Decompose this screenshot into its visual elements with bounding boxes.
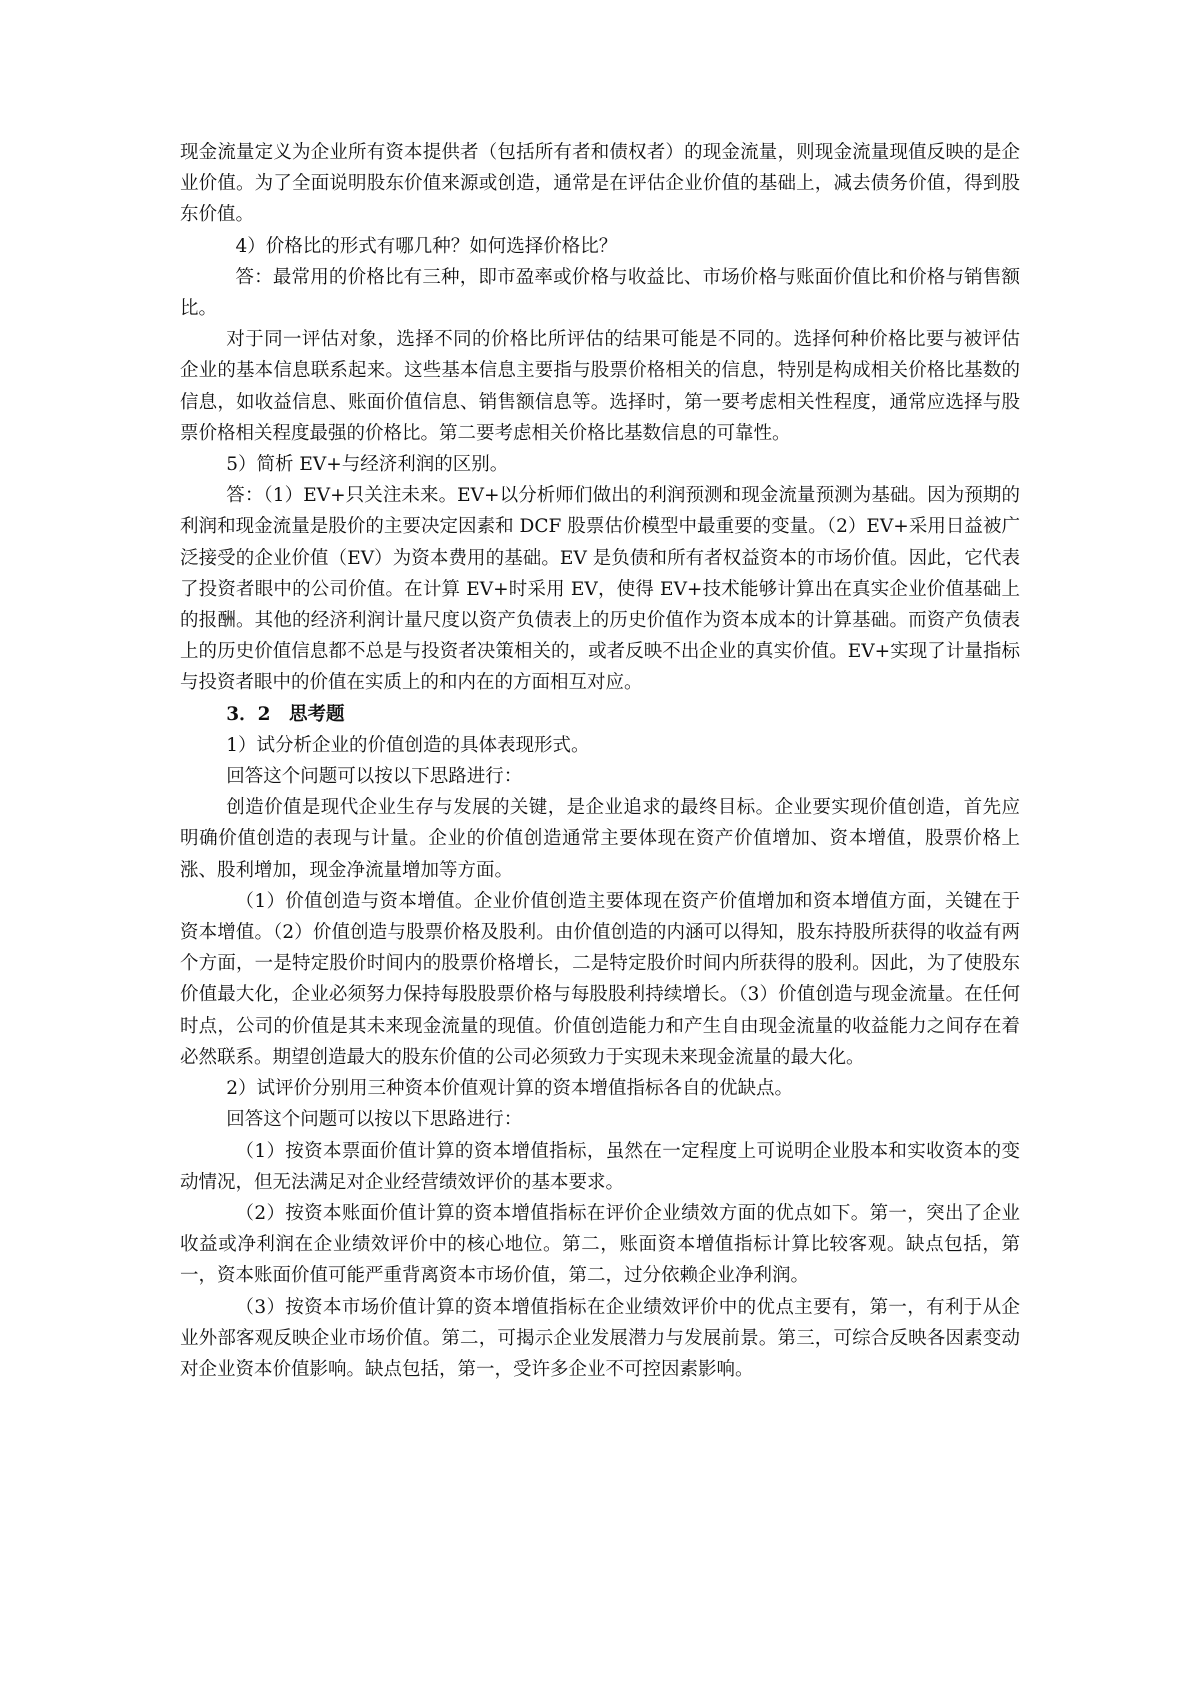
answer-approach-1: 回答这个问题可以按以下思路进行： (226, 766, 523, 788)
question-4: 4）价格比的形式有哪几种？如何选择价格比？ (235, 235, 618, 257)
question-1: 1）试分析企业的价值创造的具体表现形式。 (226, 734, 590, 756)
answer-4-part2: 对于同一评估对象，选择不同的价格比所评估的结果可能是不同的。选择何种价格比要与被评估企业的基本信息联系起来。这些基本信息主要指与股票价格相关的信息，特别是构成相关价格比基数的信息，如收益信息、账面价值信息、销售额信息等。选择时，第一要考虑相关性程度，通常应选择与股票价格相关程度最强的价格比。第二要考虑相关价格比基数信息的可靠性。 (180, 329, 1020, 444)
par-value-indicator: （1）按资本票面价值计算的资本增值指标，虽然在一定程度上可说明企业股本和实收资本的变动情况，但无法满足对企业经营绩效评价的基本要求。 (180, 1140, 1020, 1193)
market-value-indicator: （3）按资本市场价值计算的资本增值指标在企业绩效评价中的优点主要有，第一，有利于从企业外部客观反映企业市场价值。第二，可揭示企业发展潜力与发展前景。第三，可综合反映各因素变动对企业资本价值影响。缺点包括，第一，受许多企业不可控因素影响。 (180, 1296, 1020, 1380)
document-page (180, 137, 1020, 1385)
section-heading-3-2: 3．2 思考题 (226, 703, 345, 725)
answer-5: 答：（1）EV+只关注未来。EV+以分析师们做出的利润预测和现金流量预测为基础。因为预期的利润和现金流量是股价的主要决定因素和 DCF 股票估价模型中最重要的变量。（2）EV+采用日益被广泛接受的企业价值（EV）为资本费用的基础。EV 是负债和所有者权益资本的市场价值。因此，它代表了投资者眼中的公司价值。在计算 EV+时采用 EV，使得 EV+技术能够计算出在真实企业价值基础上的报酬。其他的经济利润计量尺度以资产负债表上的历史价值作为资本成本的计算基础。而资产负债表上的历史价值信息都不总是与投资者决策相关的，或者反映不出企业的真实价值。EV+实现了计量指标与投资者眼中的价值在实质上的和内在的方面相互对应。 (180, 485, 1020, 694)
answer-approach-2: 回答这个问题可以按以下思路进行： (226, 1109, 523, 1131)
value-creation-intro: 创造价值是现代企业生存与发展的关键，是企业追求的最终目标。企业要实现价值创造，首先应明确价值创造的表现与计量。企业的价值创造通常主要体现在资产价值增加、资本增值，股票价格上涨、股利增加，现金净流量增加等方面。 (180, 797, 1020, 881)
paragraph-cash-flow-definition: 现金流量定义为企业所有资本提供者（包括所有者和债权者）的现金流量，则现金流量现值反映的是企业价值。为了全面说明股东价值来源或创造，通常是在评估企业价值的基础上，减去债务价值，得到股东价值。 (180, 142, 1020, 226)
question-5: 5）简析 EV+与经济利润的区别。 (226, 454, 509, 476)
value-creation-details: （1）价值创造与资本增值。企业价值创造主要体现在资产价值增加和资本增值方面，关键在于资本增值。（2）价值创造与股票价格及股利。由价值创造的内涵可以得知，股东持股所获得的收益有两个方面，一是特定股价时间内的股票价格增长，二是特定股价时间内所获得的股利。因此，为了使股东价值最大化，企业必须努力保持每股股票价格与每股股利持续增长。（3）价值创造与现金流量。在任何时点，公司的价值是其未来现金流量的现值。价值创造能力和产生自由现金流量的收益能力之间存在着必然联系。期望创造最大的股东价值的公司必须致力于实现未来现金流量的最大化。 (180, 890, 1020, 1068)
answer-4-part1: 答：最常用的价格比有三种，即市盈率或价格与收益比、市场价格与账面价值比和价格与销售额比。 (180, 266, 1020, 320)
book-value-indicator: （2）按资本账面价值计算的资本增值指标在评价企业绩效方面的优点如下。第一，突出了企业收益或净利润在企业绩效评价中的核心地位。第二，账面资本增值指标计算比较客观。缺点包括，第一，资本账面价值可能严重背离资本市场价值，第二，过分依赖企业净利润。 (180, 1202, 1020, 1287)
question-2: 2）试评价分别用三种资本价值观计算的资本增值指标各自的优缺点。 (226, 1078, 794, 1100)
